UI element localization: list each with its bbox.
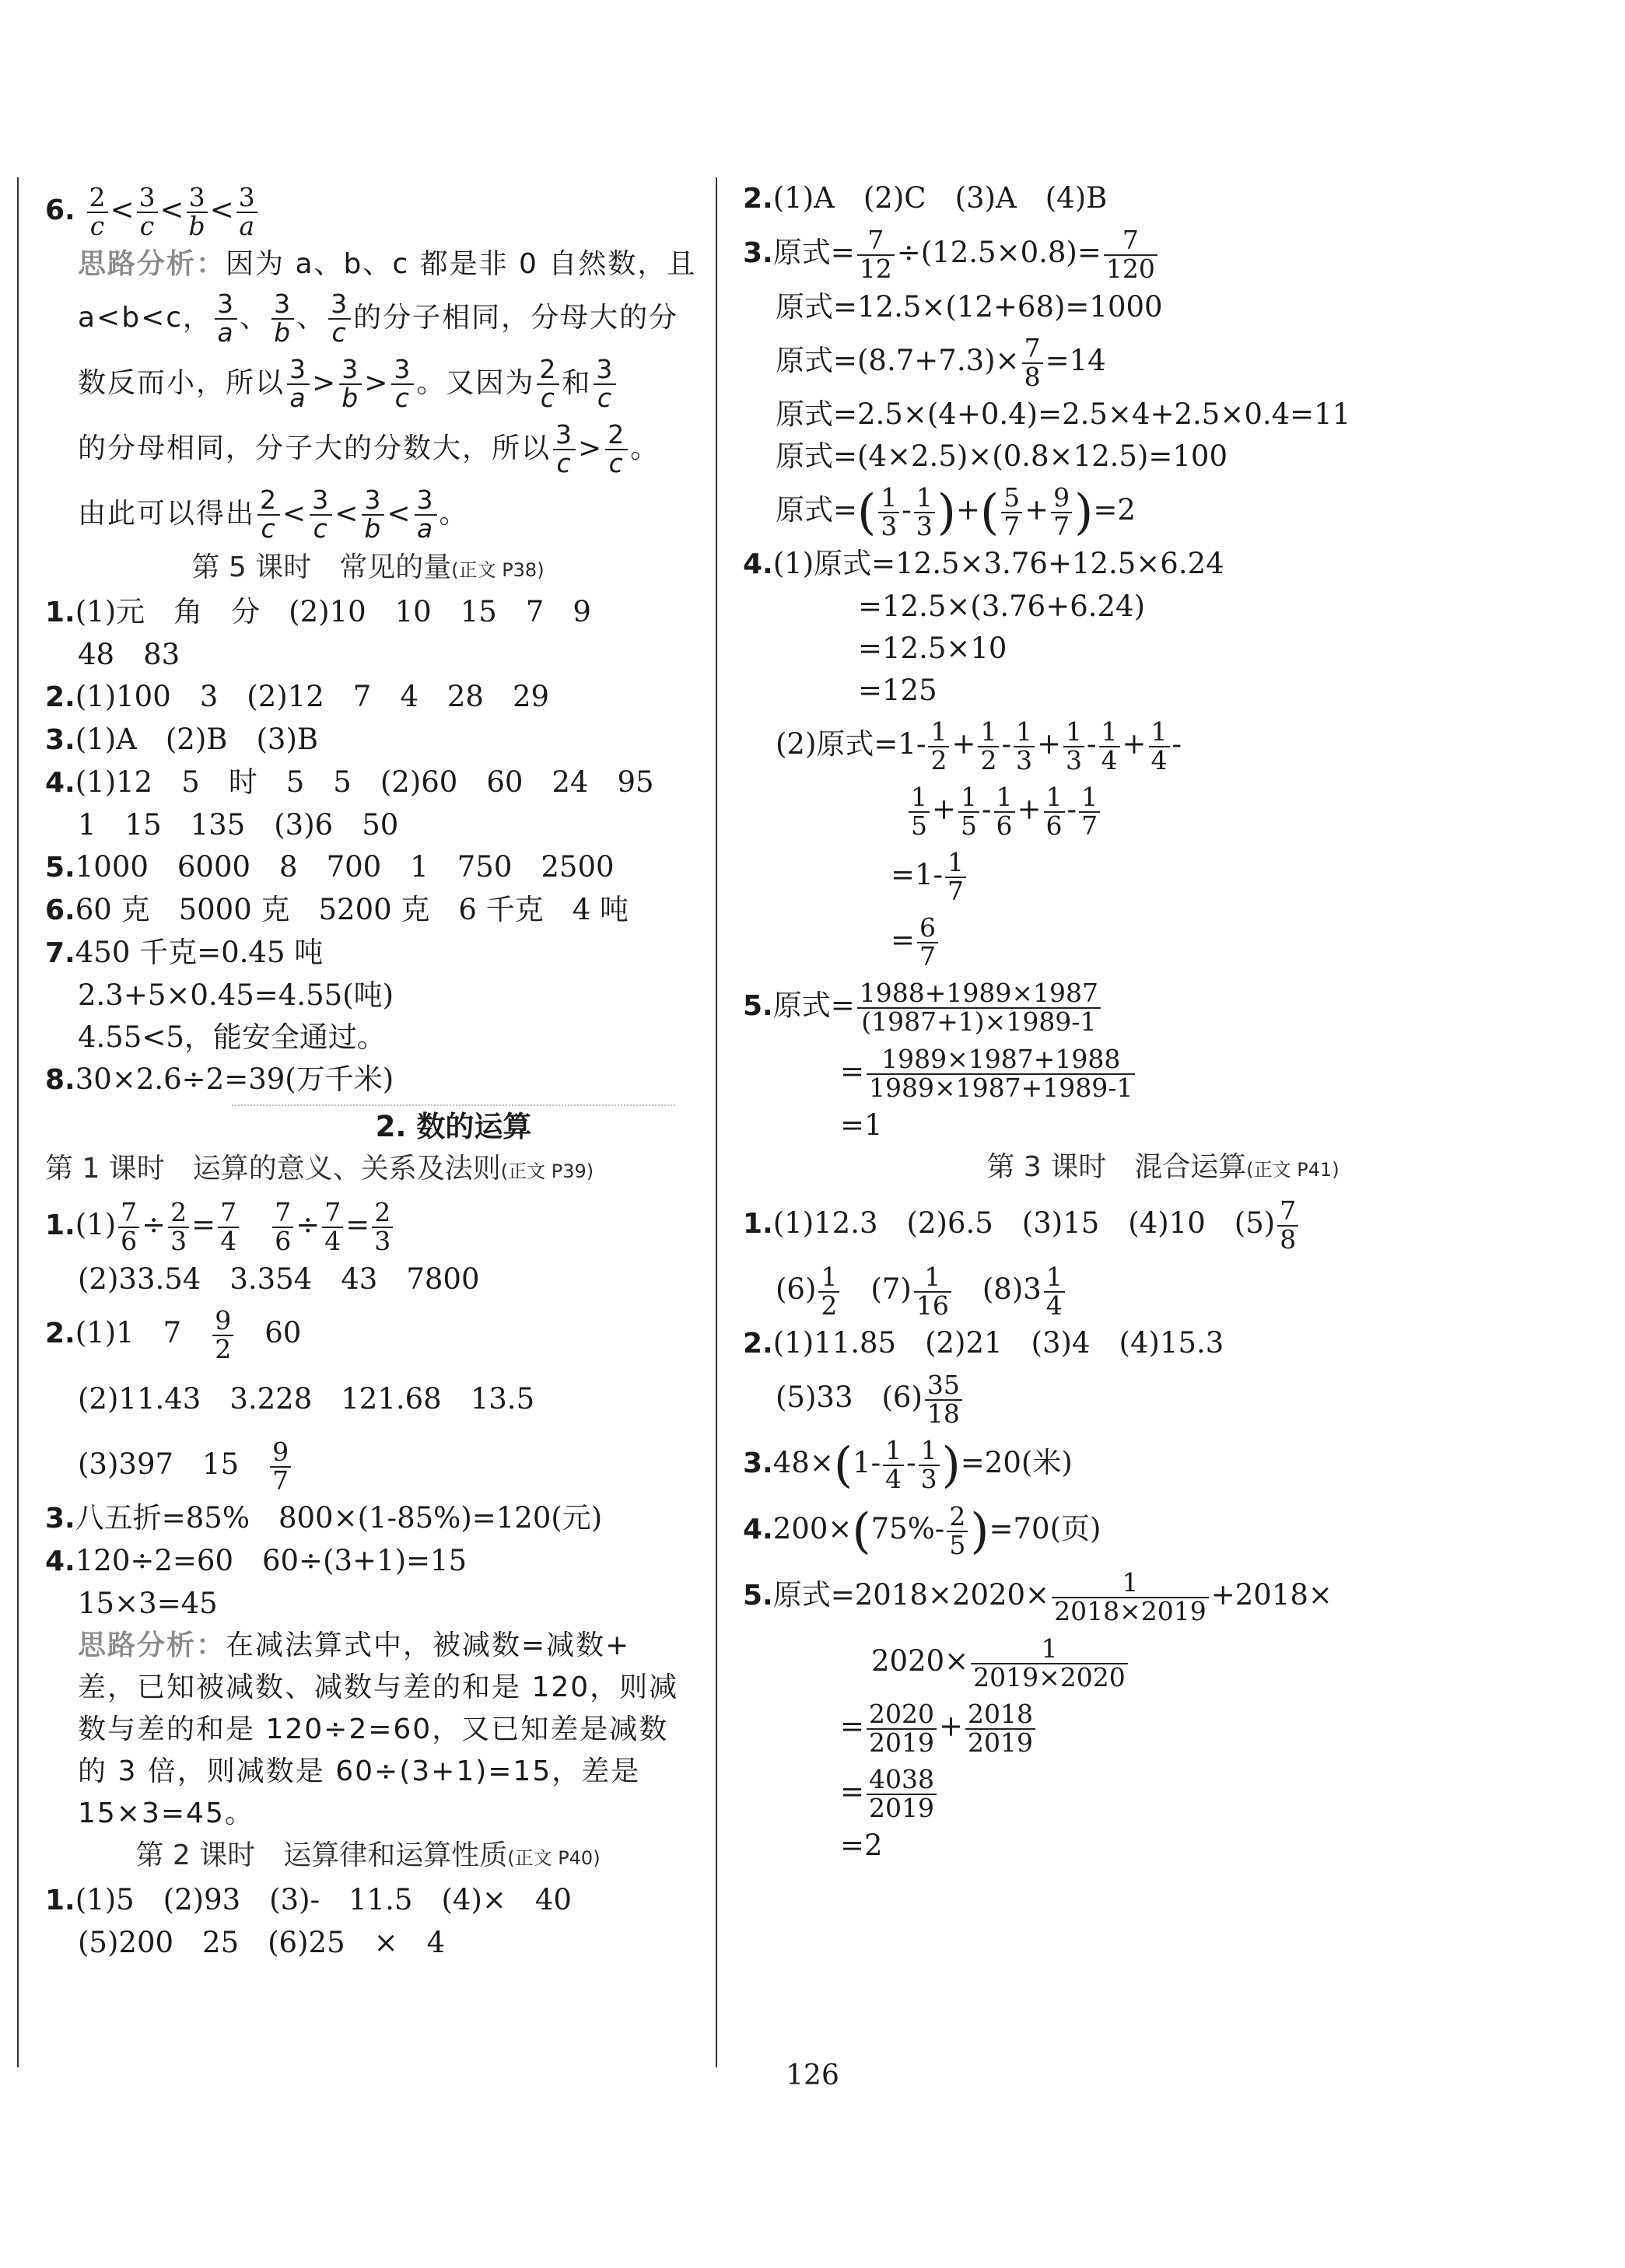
left-margin-rule	[17, 177, 19, 2067]
answer-line: 5.1000 6000 8 700 1 750 2500	[45, 850, 615, 884]
answer-line: 2020× $\frac{1}{2019\times 2020}$	[743, 1629, 1583, 1694]
answer-line: 4.(1)12 5 时 5 5 (2)60 60 24 95	[45, 765, 654, 799]
answer-line: 2.(1)1 7 $\frac{9}{2}$ 60	[45, 1304, 302, 1364]
answer-line: 7.450 千克=0.45 吨	[45, 936, 324, 969]
hint-line: 思路分析：在减法算式中，被减数=减数+	[78, 1629, 631, 1661]
lesson-heading: 第 2 课时 运算律和运算性质(正文 P40)	[135, 1839, 601, 1871]
lesson-heading: 第 5 课时 常见的量(正文 P38)	[191, 551, 545, 583]
hint-line: 的 3 倍，则减数是 60÷(3+1)=15，差是	[78, 1755, 641, 1787]
answer-line: = $\frac{6}{7}$	[743, 908, 1583, 973]
answer-line: = $\frac{4038}{2019}$	[743, 1759, 1583, 1825]
answer-line: 原式=( $\frac{1}{3}$ - $\frac{1}{3}$ )+( $\frac{5}{7}$ + $\frac{9}{7}$ )=2	[776, 481, 1136, 541]
hint-line: 的分母相同，分子大的分数大，所以 $\frac{3}{c}$ > $\frac{2}{c}$ 。	[78, 419, 660, 478]
answer-line: 3.(1)A (2)B (3)B	[45, 723, 319, 756]
answer-line: 8.30×2.6÷2=39(万千米)	[45, 1062, 394, 1096]
page-number: 126	[786, 2060, 839, 2091]
answer-line: 15×3=45	[78, 1587, 218, 1620]
answer-line: 2.(1)11.85 (2)21 (3)4 (4)15.3	[743, 1326, 1224, 1360]
answer-line: (2)原式=1- $\frac{1}{2}$ + $\frac{1}{2}$ - $\frac{1}{3}$ + $\frac{1}{3}$ - $\frac{1}{4}$ + $\frac{1}{4}$ -	[776, 716, 1182, 775]
answer-line: = $\frac{1989\times 1987+1988}{1989\times 1987+1989-1}$	[743, 1039, 1583, 1104]
hint-line: 数反而小，所以 $\frac{3}{a}$ > $\frac{3}{b}$ > $\frac{3}{c}$ 。又因为 $\frac{2}{c}$ 和 $\frac{3}{c}$	[45, 351, 691, 416]
answer-line: 3.八五折=85% 800×(1-85%)=120(元)	[45, 1501, 603, 1535]
answer-line: 5.原式= $\frac{1988+1989\times 1987}{(1987+1)\times 1989-1}$	[743, 973, 1583, 1039]
answer-line: 3.48×(1- $\frac{1}{4}$ - $\frac{1}{3}$ )=20(米)	[743, 1434, 1073, 1494]
answer-line: $\frac{1}{5}$ + $\frac{1}{5}$ - $\frac{1}{6}$ + $\frac{1}{6}$ - $\frac{1}{7}$	[743, 777, 1583, 842]
answer-line: 1.(1) $\frac{7}{6}$ ÷ $\frac{2}{3}$ = $\frac{7}{4}$ $\frac{7}{6}$ ÷ $\frac{7}{4}$ = $\frac{2}{3}$	[45, 1192, 691, 1258]
answer-line: =1	[840, 1108, 883, 1142]
answer-line: (2)33.54 3.354 43 7800	[78, 1262, 480, 1296]
answer-line: (5)33 (6) $\frac{35}{18}$	[743, 1365, 1583, 1430]
answer-line: =125	[858, 674, 937, 707]
answer-line: =2	[840, 1829, 883, 1862]
answer-line: 原式=(4×2.5)×(0.8×12.5)=100	[776, 439, 1228, 473]
fraction: $\frac{2}{c}$	[87, 184, 108, 240]
answer-line: 原式=2.5×(4+0.4)=2.5×4+2.5×0.4=11	[776, 397, 1351, 431]
answer-line: (5)200 25 (6)25 × 4	[78, 1926, 446, 1959]
answer-line: 48 83	[78, 638, 180, 671]
fraction: $\frac{3}{b}$	[187, 184, 208, 240]
answer-line: 4.(1)原式=12.5×3.76+12.5×6.24	[743, 547, 1224, 580]
hint-line: a<b<c， $\frac{3}{a}$ 、 $\frac{3}{b}$ 、 $\frac{3}{c}$ 的分子相同，分母大的分	[78, 289, 679, 348]
lesson-heading: 第 1 课时 运算的意义、关系及法则(正文 P39)	[45, 1153, 594, 1185]
answer-line: (3)397 15 $\frac{9}{7}$	[45, 1432, 691, 1497]
answer-line: 6.60 克 5000 克 5200 克 6 千克 4 吨	[45, 893, 629, 926]
answer-line: =12.5×(3.76+6.24)	[858, 590, 1146, 623]
answer-line: = $\frac{2020}{2019}$ + $\frac{2018}{2019}$	[743, 1694, 1583, 1759]
hint-line: 数与差的和是 120÷2=60，又已知差是减数	[78, 1713, 669, 1745]
answer-line: =12.5×10	[858, 632, 1007, 665]
left-column	[45, 177, 697, 1964]
answer-line: (2)11.43 3.228 121.68 13.5	[78, 1382, 535, 1416]
fraction: $\frac{3}{c}$	[137, 184, 158, 240]
hint-line: 由此可以得出 $\frac{2}{c}$ < $\frac{3}{c}$ < $\frac{3}{b}$ < $\frac{3}{a}$ 。	[78, 485, 469, 544]
answer-line: 原式=(8.7+7.3)× $\frac{7}{8}$ =14	[776, 332, 1106, 392]
q6-answer: 6. $\frac{2}{c}$ < $\frac{3}{c}$ < $\frac{3}{b}$ < $\frac{3}{a}$	[45, 177, 691, 243]
hint-line: 思路分析：因为 a、b、c 都是非 0 自然数，且	[78, 248, 697, 280]
answer-line: 4.55<5，能安全通过。	[78, 1020, 386, 1054]
answer-line: 2.3+5×0.45=4.55(吨)	[78, 978, 394, 1012]
answer-line: 1.(1)12.3 (2)6.5 (3)15 (4)10 (5) $\frac{7}{8}$	[743, 1191, 1583, 1257]
column-divider	[716, 177, 717, 2067]
answer-line: 4.120÷2=60 60÷(3+1)=15	[45, 1544, 468, 1577]
right-column	[743, 177, 1583, 1867]
answer-line: 2.(1)A (2)C (3)A (4)B	[743, 181, 1108, 215]
answer-line: 1.(1)5 (2)93 (3)- 11.5 (4)× 40	[45, 1883, 572, 1916]
answer-line: =1- $\frac{1}{7}$	[743, 842, 1583, 908]
answer-line: 5.原式=2018×2020× $\frac{1}{2018\times 2019}$ +2018×	[743, 1566, 1333, 1626]
answer-line: 4.200×(75%- $\frac{2}{5}$ )=70(页)	[743, 1500, 1101, 1560]
hint-line: 差，已知被减数、减数与差的和是 120，则减	[78, 1671, 679, 1703]
answer-line: (6) $\frac{1}{2}$ (7) $\frac{1}{16}$ (8)3 $\frac{1}{4}$	[743, 1257, 1583, 1322]
answer-line: 3.原式= $\frac{7}{12}$ ÷(12.5×0.8)= $\frac{7}{120}$	[743, 220, 1583, 286]
answer-line: 1.(1)元 角 分 (2)10 10 15 7 9	[45, 595, 591, 628]
section-heading: 2. 数的运算	[232, 1104, 675, 1148]
lesson-heading: 第 3 课时 混合运算(正文 P41)	[986, 1151, 1340, 1183]
fraction: $\frac{3}{a}$	[236, 184, 257, 240]
answer-line: 2.(1)100 3 (2)12 7 4 28 29	[45, 680, 550, 713]
answer-line: 原式=12.5×(12+68)=1000	[776, 290, 1163, 324]
answer-line: 1 15 135 (3)6 50	[78, 808, 399, 842]
hint-line: 15×3=45。	[78, 1797, 254, 1829]
